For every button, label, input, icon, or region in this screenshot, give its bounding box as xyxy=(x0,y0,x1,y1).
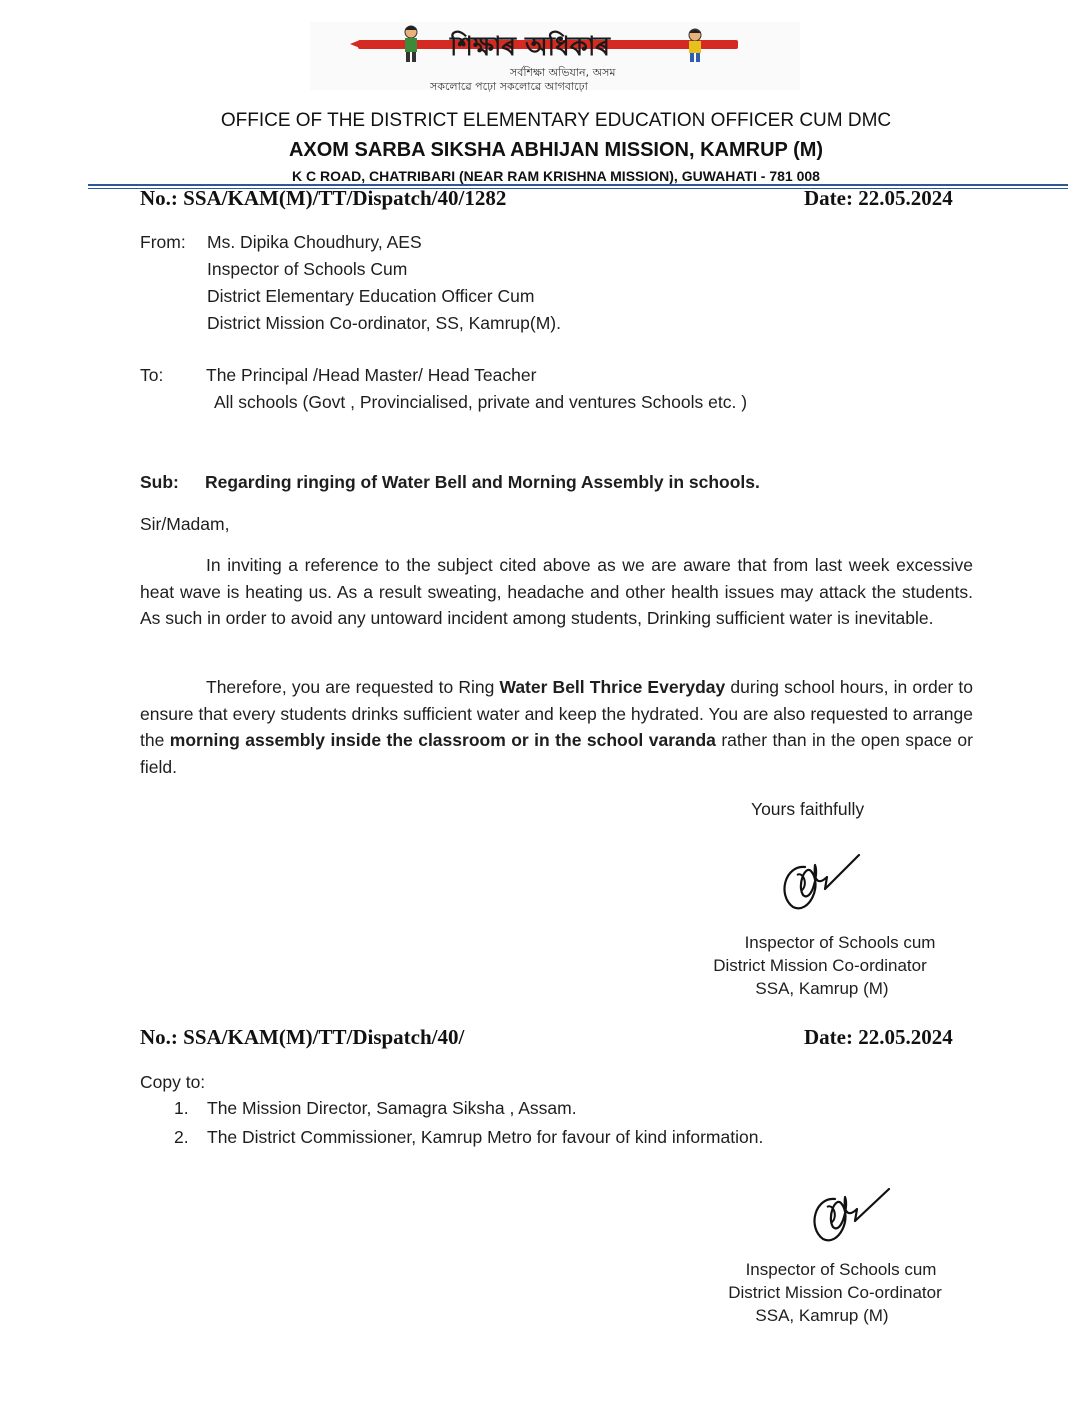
to-line: All schools (Govt , Provincialised, private and ventures Schools etc. ) xyxy=(214,392,748,412)
copy-item-text: The District Commissioner, Kamrup Metro for favour of kind information. xyxy=(207,1127,764,1147)
salutation: Sir/Madam, xyxy=(140,514,230,534)
from-line: Inspector of Schools Cum xyxy=(207,259,408,279)
water-bell-emphasis: Water Bell Thrice Everyday xyxy=(499,677,726,697)
copy-item-text: The Mission Director, Samagra Siksha , Assam. xyxy=(207,1098,577,1118)
logo-motto: সকলোৱে পঢ়ো সকলোৱে আগবাঢ়ো xyxy=(430,80,588,93)
body-paragraph-2 xyxy=(140,674,973,781)
body-paragraph-1 xyxy=(140,552,973,632)
logo-title: শিক্ষাৰ অধিকাৰ xyxy=(450,32,611,62)
signatory-title: Inspector of Schools cum xyxy=(744,933,936,952)
signatory-title: SSA, Kamrup (M) xyxy=(755,979,889,998)
signatory-title: District Mission Co-ordinator xyxy=(713,956,927,975)
signatory-title: SSA, Kamrup (M) xyxy=(755,1306,889,1325)
mission-heading: AXOM SARBA SIKSHA ABHIJAN MISSION, KAMRUP (M) xyxy=(288,139,824,161)
assembly-emphasis: morning assembly inside the classroom or in the school varanda xyxy=(169,730,716,751)
paragraph-2-text: rather than in the open space or field. xyxy=(140,730,973,778)
paragraph-2-text: during school hours, in order to ensure that every students drinks sufficient water and keep the hydrated. You are also requested to arrange the xyxy=(140,677,973,751)
child-figure-left-icon xyxy=(398,24,424,64)
memo-date: Date: 22.05.2024 xyxy=(804,186,953,210)
copy-item-number: 2. xyxy=(174,1127,189,1147)
from-line: District Mission Co-ordinator, SS, Kamrup(M). xyxy=(207,313,561,333)
signature-block-2 xyxy=(700,1258,1000,1327)
office-address: K C ROAD, CHATRIBARI (NEAR RAM KRISHNA MISSION), GUWAHATI - 781 008 xyxy=(292,168,820,184)
from-line: District Elementary Education Officer Cum xyxy=(207,286,535,306)
paragraph-2-text: Therefore, you are requested to Ring xyxy=(206,677,500,697)
to-line: The Principal /Head Master/ Head Teacher xyxy=(206,365,537,385)
paragraph-1-text: In inviting a reference to the subject cited above as we are aware that from last week excessive heat wave is heating us. As a result sweating, headache and other health issues may attack the students. As such in order to avoid any untoward incident among students, Drinking sufficient water is inevitable. xyxy=(140,555,973,629)
copy-to-label: Copy to: xyxy=(140,1072,206,1092)
signature-1-icon xyxy=(775,845,865,915)
memo2-date: Date: 22.05.2024 xyxy=(804,1025,953,1049)
signatory-title: Inspector of Schools cum xyxy=(745,1260,937,1279)
copy-item-number: 1. xyxy=(174,1098,189,1118)
from-label: From: xyxy=(140,232,186,252)
signature-block-1 xyxy=(690,931,990,1000)
logo-banner xyxy=(310,22,800,93)
logo-subtitle: সৰ্বশিক্ষা অভিযান, অসম xyxy=(510,66,616,79)
subject-text: Regarding ringing of Water Bell and Morning Assembly in schools. xyxy=(205,472,760,492)
memo-number: No.: SSA/KAM(M)/TT/Dispatch/40/1282 xyxy=(140,186,507,210)
signature-2-icon xyxy=(805,1177,895,1247)
closing: Yours faithfully xyxy=(751,799,865,819)
to-label: To: xyxy=(140,365,164,385)
child-figure-right-icon xyxy=(682,28,708,64)
signatory-title: District Mission Co-ordinator xyxy=(728,1283,942,1302)
memo2-number: No.: SSA/KAM(M)/TT/Dispatch/40/ xyxy=(140,1025,465,1049)
from-block xyxy=(207,229,561,336)
subject-label: Sub: xyxy=(140,472,179,492)
from-line: Ms. Dipika Choudhury, AES xyxy=(207,232,422,252)
office-heading: OFFICE OF THE DISTRICT ELEMENTARY EDUCATION OFFICER CUM DMC xyxy=(220,110,892,131)
